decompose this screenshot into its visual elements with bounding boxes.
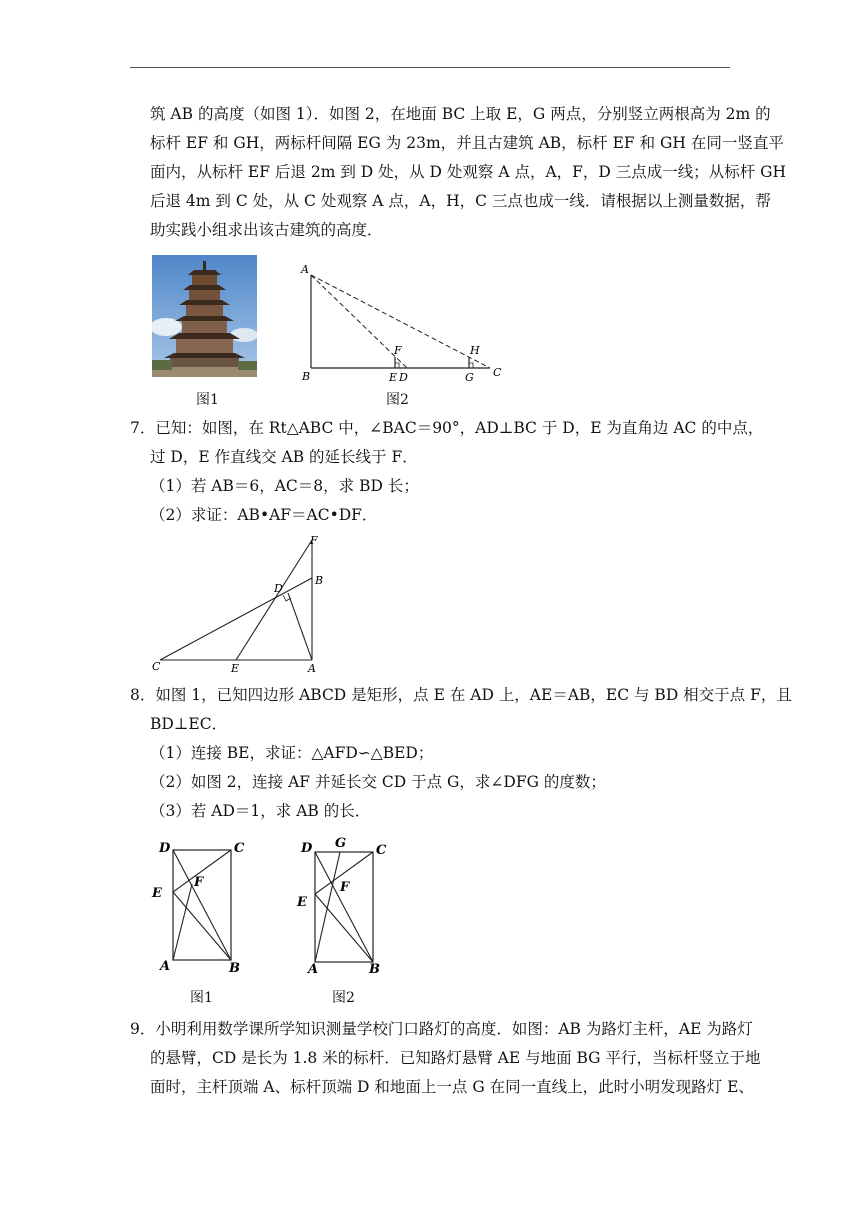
q7-line-1: 7．已知：如图，在 Rt△ABC 中，∠BAC＝90°，AD⊥BC 于 D，E 为直角边 AC 的中点， (130, 419, 764, 437)
label-D: D (274, 582, 283, 595)
q6-line-1: 筑 AB 的高度（如图 1）．如图 2，在地面 BC 上取 E，G 两点，分别竖立两根高为 2m 的 (150, 105, 771, 123)
label-B: B (315, 574, 324, 587)
q6-fig2-caption: 图2 (386, 392, 409, 408)
label-A: A (308, 962, 319, 977)
label-A: A (160, 959, 171, 974)
label-D: D (399, 371, 408, 384)
q8-fig2-diagram (292, 835, 402, 980)
label-E: E (389, 371, 398, 384)
q6-line-2: 标杆 EF 和 GH，两标杆间隔 EG 为 23m，并且古建筑 AB，标杆 EF 和 GH 在同一竖直平 (150, 134, 784, 152)
q7-diagram (148, 530, 338, 675)
q9-line-2: 的悬臂，CD 是长为 1.8 米的标杆．已知路灯悬臂 AE 与地面 BG 平行，当标杆竖立于地 (150, 1049, 761, 1067)
label-D: D (159, 841, 171, 856)
label-G: G (335, 836, 347, 851)
pagoda-photo (152, 255, 257, 377)
q7-line-2: 过 D，E 作直线交 AB 的延长线于 F． (150, 448, 418, 466)
q8-line-2: BD⊥EC． (150, 715, 228, 733)
q8-line-1: 8．如图 1，已知四边形 ABCD 是矩形，点 E 在 AD 上，AE＝AB，EC 与 BD 相交于点 F，且 (130, 686, 792, 704)
label-G: G (465, 371, 474, 384)
label-C: C (376, 843, 387, 858)
label-A: A (301, 263, 309, 276)
q9-line-3: 面时，主杆顶端 A、标杆顶端 D 和地面上一点 G 在同一直线上，此时小明发现路灯 E、 (150, 1078, 754, 1096)
label-F: F (194, 875, 204, 890)
q9-line-1: 9．小明利用数学课所学知识测量学校门口路灯的高度．如图：AB 为路灯主杆，AE 为路灯 (130, 1020, 753, 1038)
q6-line-3: 面内，从标杆 EF 后退 2m 到 D 处，从 D 处观察 A 点，A，F，D 三点成一线；从标杆 GH (150, 163, 787, 181)
label-F: F (394, 344, 402, 357)
label-F: F (340, 880, 350, 895)
label-C: C (493, 366, 502, 379)
q6-fig1-caption: 图1 (196, 392, 219, 408)
header-rule (130, 67, 730, 68)
label-B: B (229, 961, 240, 976)
label-E: E (152, 886, 162, 901)
q6-fig2-diagram (295, 255, 510, 387)
label-H: H (470, 344, 480, 357)
q8-line-3: （1）连接 BE，求证：△AFD∽△BED； (150, 744, 434, 762)
label-E: E (297, 895, 307, 910)
q6-line-4: 后退 4m 到 C 处，从 C 处观察 A 点，A，H，C 三点也成一线．请根据以上测量数据，帮 (150, 192, 771, 210)
label-B: B (302, 370, 311, 383)
q8-fig1-caption: 图1 (190, 990, 213, 1006)
q8-fig1-diagram (148, 835, 258, 980)
label-D: D (301, 841, 313, 856)
q7-line-4: （2）求证：AB•AF＝AC•DF． (150, 506, 378, 524)
label-B: B (369, 962, 380, 977)
label-A: A (308, 662, 316, 675)
label-F: F (310, 534, 318, 547)
label-C: C (234, 841, 245, 856)
label-C: C (152, 660, 161, 673)
q7-line-3: （1）若 AB＝6，AC＝8，求 BD 长； (150, 477, 419, 495)
q8-line-4: （2）如图 2，连接 AF 并延长交 CD 于点 G，求∠DFG 的度数； (150, 773, 606, 791)
q8-line-5: （3）若 AD＝1，求 AB 的长． (150, 802, 371, 820)
q8-fig2-caption: 图2 (332, 990, 355, 1006)
q6-line-5: 助实践小组求出该古建筑的高度． (150, 221, 383, 239)
label-E: E (231, 662, 240, 675)
